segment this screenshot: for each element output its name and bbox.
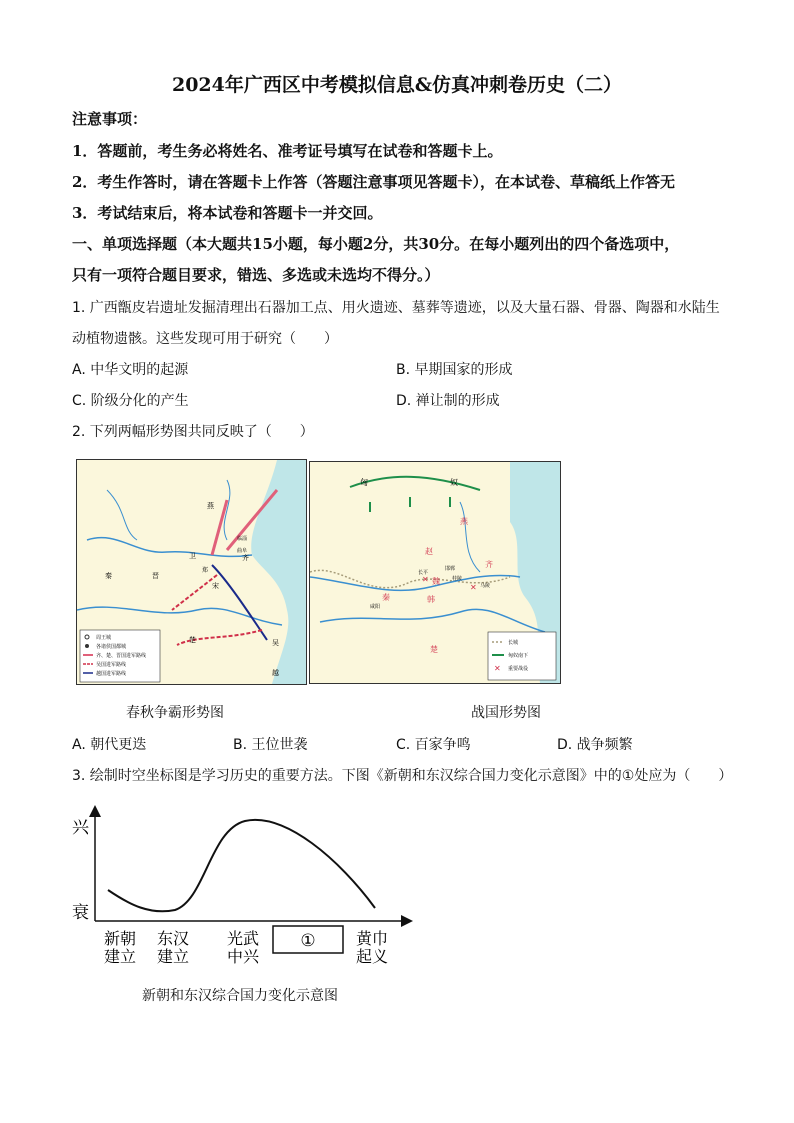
map2-legend-2: 重要战役 xyxy=(508,666,529,672)
q2-option-d: D. 战争频繁 xyxy=(557,737,633,753)
x-label-guangwu-1: 光武 xyxy=(227,929,260,948)
power-change-diagram xyxy=(70,800,420,975)
map1-legend-4: 越国进军路线 xyxy=(96,671,127,677)
notice-item-2: 2．考生作答时，请在答题卡上作答（答题注意事项见答题卡），在本试卷、草稿纸上作答无 xyxy=(72,173,675,191)
battle-marker-icon: ✕ xyxy=(494,664,501,673)
map2-place-qi: 齐 xyxy=(485,560,493,569)
x-label-donghan-1: 东汉 xyxy=(157,929,190,948)
warring-states-map-drawing xyxy=(310,462,560,683)
spring-autumn-map-drawing xyxy=(77,460,306,684)
warring-states-map xyxy=(309,461,561,684)
map1-place-wei: 卫 xyxy=(189,552,196,560)
map2-place-wei: 魏 xyxy=(432,577,440,586)
map2-place-xiong: 匈 xyxy=(360,478,368,487)
map2-place-yan: 燕 xyxy=(460,517,468,526)
map2-caption: 战国形势图 xyxy=(471,705,541,721)
y-label-bottom: 衰 xyxy=(72,903,89,923)
x-label-huangjin-1: 黄巾 xyxy=(356,929,389,948)
map1-legend-3: 吴国进军路线 xyxy=(96,662,127,668)
q1-stem-line1: 1. 广西甑皮岩遗址发掘清理出石器加工点、用火遗迹、墓葬等遗迹，以及大量石器、骨器、陶器和水陆生 xyxy=(72,300,720,316)
x-label-xinchao-2: 建立 xyxy=(104,947,137,966)
battle-maling-icon: ✕ xyxy=(470,583,477,592)
map1-place-qufu: 曲阜 xyxy=(237,548,248,554)
q1-option-d: D. 禅让制的形成 xyxy=(396,393,500,409)
map2-place-nu: 奴 xyxy=(450,478,458,487)
map1-legend-2: 齐、楚、晋国进军路线 xyxy=(96,653,147,659)
q1-stem-line2: 动植物遗骸。这些发现可用于研究（ ） xyxy=(72,331,338,347)
q1-option-b: B. 早期国家的形成 xyxy=(396,362,513,378)
map1-place-zheng: 郑 xyxy=(202,567,209,574)
map1-place-qi: 齐 xyxy=(242,554,249,562)
map2-place-changping: 长平 xyxy=(418,570,429,576)
map1-place-jin: 晋 xyxy=(152,572,159,580)
q1-option-c: C. 阶级分化的产生 xyxy=(72,393,189,409)
x-label-guangwu-2: 中兴 xyxy=(227,947,260,966)
map2-place-maling: 马陵 xyxy=(480,583,491,589)
legend-capital-icon xyxy=(85,644,89,648)
power-curve xyxy=(108,820,375,911)
y-label-top: 兴 xyxy=(72,818,89,838)
notice-heading: 注意事项： xyxy=(72,110,148,128)
spring-autumn-map xyxy=(76,459,307,685)
map1-place-song: 宋 xyxy=(212,582,219,590)
q2-option-a: A. 朝代更迭 xyxy=(72,737,147,753)
map1-place-linzi: 临淄 xyxy=(237,536,248,542)
map1-legend-1: 各诸侯国都城 xyxy=(96,644,127,650)
map1-place-yan: 燕 xyxy=(207,502,214,510)
x-label-donghan-2: 建立 xyxy=(157,947,190,966)
map2-place-zhao: 赵 xyxy=(425,547,433,556)
page-title: 2024年广西区中考模拟信息&仿真冲刺卷历史（二） xyxy=(171,74,623,96)
blank-marker: ① xyxy=(300,931,316,951)
map2-place-han: 韩 xyxy=(427,595,435,604)
map2-place-chu: 楚 xyxy=(430,645,438,654)
map2-place-qin: 秦 xyxy=(382,593,390,602)
map1-place-yue: 越 xyxy=(272,669,279,677)
map2-legend-1: 匈奴南下 xyxy=(508,653,529,659)
battle-changping-icon: ✕ xyxy=(422,575,429,584)
x-label-huangjin-2: 起义 xyxy=(356,947,389,966)
map1-place-wu: 吴 xyxy=(272,639,279,647)
notice-item-1: 1．答题前，考生务必将姓名、准考证号填写在试卷和答题卡上。 xyxy=(72,142,503,160)
map2-legend-0: 长城 xyxy=(508,640,519,646)
q1-option-a: A. 中华文明的起源 xyxy=(72,362,189,378)
map2-place-guiling: 桂陵 xyxy=(452,576,463,582)
q2-option-b: B. 王位世袭 xyxy=(233,737,308,753)
q2-stem: 2. 下列两幅形势图共同反映了（ ） xyxy=(72,424,314,440)
q2-option-c: C. 百家争鸣 xyxy=(396,737,471,753)
q3-diagram-caption: 新朝和东汉综合国力变化示意图 xyxy=(142,988,338,1004)
notice-item-3: 3．考试结束后，将本试卷和答题卡一并交回。 xyxy=(72,204,383,222)
map2-place-handan: 邯郸 xyxy=(445,566,456,572)
map1-legend-0: 周王城 xyxy=(96,635,112,641)
map2-place-xianyang: 咸阳 xyxy=(370,604,381,610)
section1-line1: 一、单项选择题（本大题共15小题，每小题2分，共30分。在每小题列出的四个备选项中， xyxy=(72,235,680,253)
q3-stem: 3. 绘制时空坐标图是学习历史的重要方法。下图《新朝和东汉综合国力变化示意图》中的①处应为（ ） xyxy=(72,768,733,784)
x-label-xinchao-1: 新朝 xyxy=(104,929,137,948)
map1-place-chu: 楚 xyxy=(189,636,196,644)
section1-line2: 只有一项符合题目要求，错选、多选或未选均不得分。） xyxy=(72,266,440,284)
map1-place-qin: 秦 xyxy=(105,572,112,580)
map1-caption: 春秋争霸形势图 xyxy=(126,705,224,721)
